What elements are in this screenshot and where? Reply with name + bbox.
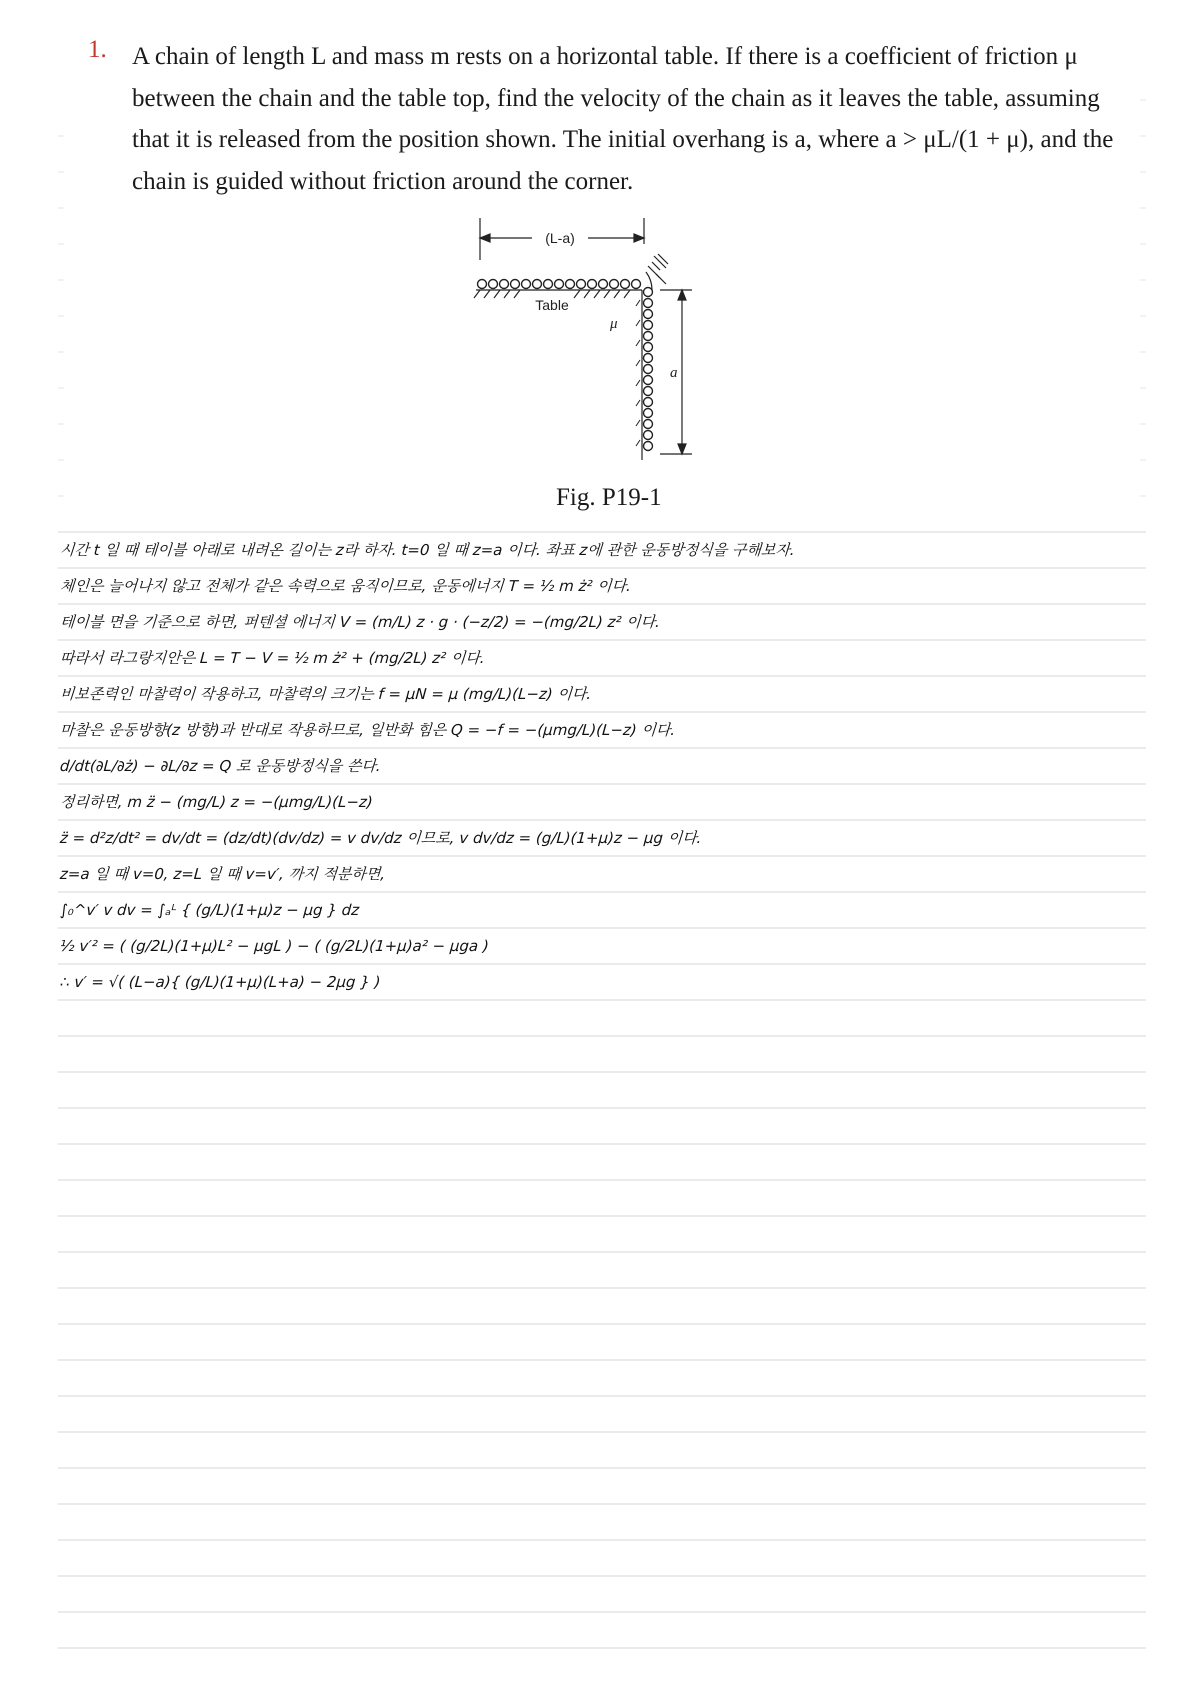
note-line: d/dt(∂L/∂ż) − ∂L/∂z = Q 로 운동방정식을 쓴다. <box>59 757 382 775</box>
note-line: 체인은 늘어나지 않고 전체가 같은 속력으로 움직이므로, 운동에너지 T = ½ m ż² 이다. <box>59 577 632 595</box>
overhang-label: a <box>670 365 678 381</box>
note-line: 시간 t 일 때 테이블 아래로 내려온 길이는 z라 하자. t=0 일 때 z=a 이다. 좌표 z에 관한 운동방정식을 구해보자. <box>59 541 796 559</box>
note-line: ∫₀^v′ v dv = ∫ₐᴸ { (g/L)(1+μ)z − μg } dz <box>59 901 360 919</box>
note-line: ∴ v′ = √( (L−a){ (g/L)(1+μ)(L+a) − 2μg } ) <box>59 973 382 991</box>
figure-caption: Fig. P19-1 <box>556 484 662 511</box>
note-line: 정리하면, m z̈ − (mg/L) z = −(μmg/L)(L−z) <box>59 793 374 811</box>
chain-hanging <box>644 288 653 451</box>
problem-number: 1. <box>88 36 107 63</box>
note-line: 마찰은 운동방향(z 방향)과 반대로 작용하므로, 일반화 힘은 Q = −f = −(μmg/L)(L−z) 이다. <box>59 721 676 739</box>
friction-label: μ <box>610 316 618 332</box>
note-line: 비보존력인 마찰력이 작용하고, 마찰력의 크기는 f = μN = μ (mg/L)(L−z) 이다. <box>59 685 592 703</box>
note-line: ½ v′² = ( (g/2L)(1+μ)L² − μgL ) − ( (g/2L)(1+μ)a² − μga ) <box>59 937 490 955</box>
chain-horizontal <box>478 280 641 289</box>
chain-figure <box>470 210 770 470</box>
note-line: z=a 일 때 v=0, z=L 일 때 v=v′, 까지 적분하면, <box>59 865 386 883</box>
note-line: z̈ = d²z/dt² = dv/dt = (dz/dt)(dv/dz) = v dv/dz 이므로, v dv/dz = (g/L)(1+μ)z − μg 이다. <box>59 829 703 847</box>
table-label: Table <box>535 297 569 313</box>
problem-statement: A chain of length L and mass m rests on a horizontal table. If there is a coefficient of friction μ between the chain and the table top, find the velocity of the chain as it leaves the table, assuming that it is released from the position shown. The initial overhang is a, where a > μL/(1 + μ), and the chain is guided without friction around the corner. <box>132 43 1114 195</box>
dimension-label: (L-a) <box>545 230 575 246</box>
corner-guide <box>646 254 668 290</box>
note-line: 따라서 라그랑지안은 L = T − V = ½ m ż² + (mg/2L) z² 이다. <box>59 649 486 667</box>
note-line: 테이블 면을 기준으로 하면, 퍼텐셜 에너지 V = (m/L) z · g · (−z/2) = −(mg/2L) z² 이다. <box>59 613 661 631</box>
